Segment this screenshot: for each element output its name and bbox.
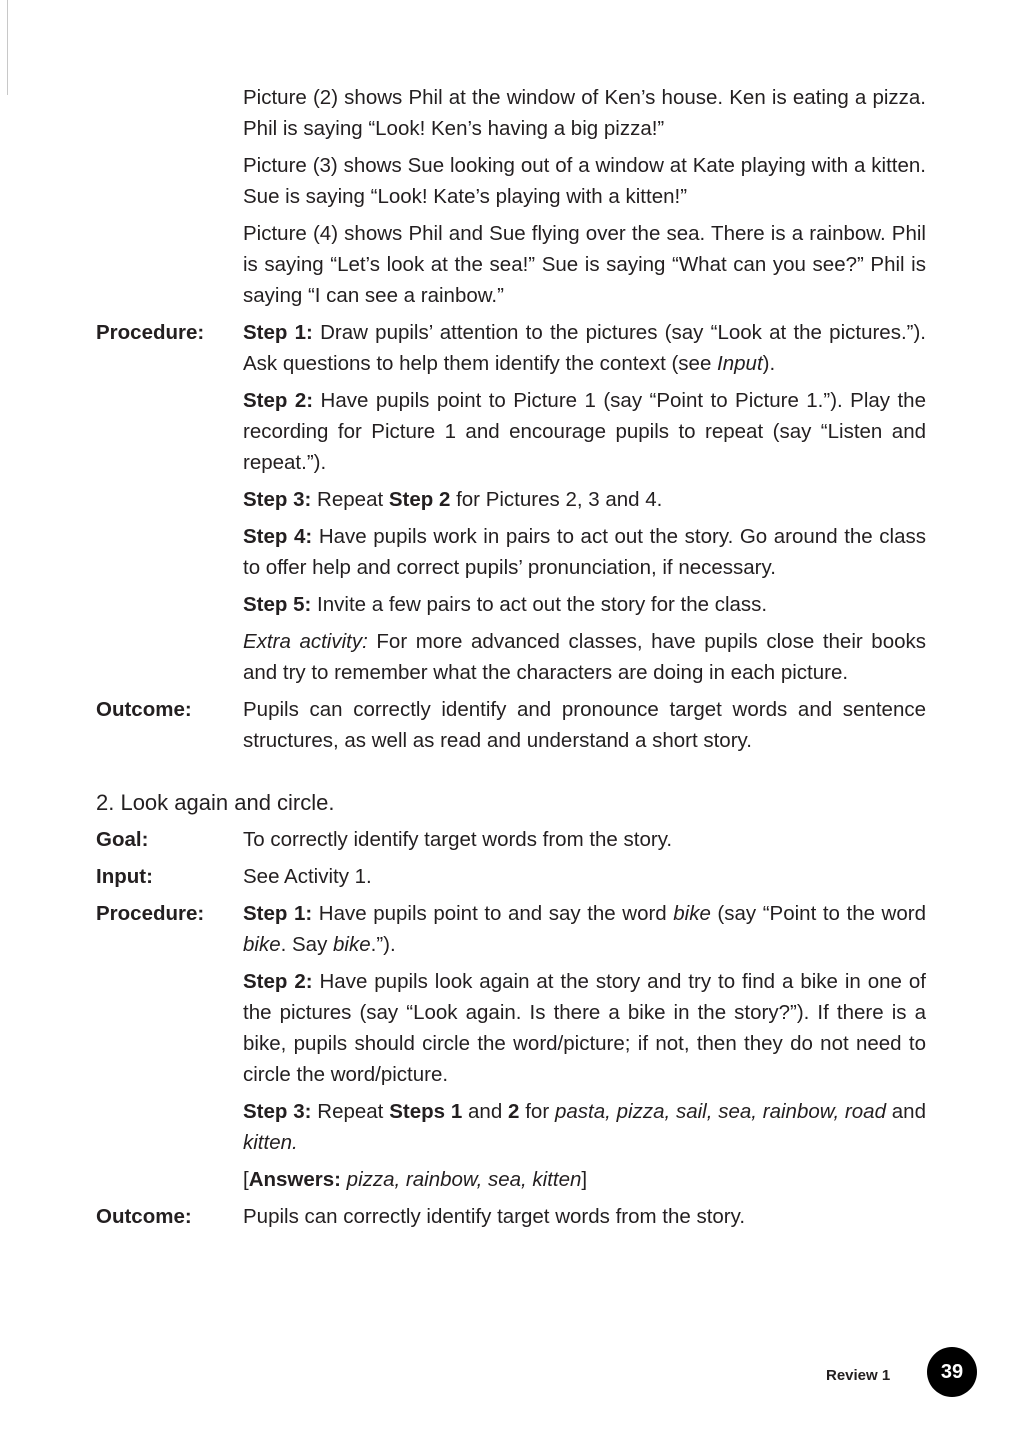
target-word: bike (673, 902, 711, 925)
step-text: Repeat (311, 488, 389, 511)
input-label: Input: (96, 865, 153, 888)
step-text: Draw pupils’ attention to the pictures (say “Look at the pictures.”). Ask questions to help them identify the context (see (243, 321, 926, 375)
target-word: kitten. (243, 1131, 298, 1154)
input-text: See Activity 1. (243, 865, 372, 888)
step-4-paragraph (243, 521, 926, 583)
input-row (96, 861, 926, 898)
procedure-body (243, 317, 926, 694)
input-reference: Input (717, 352, 763, 375)
step-3-paragraph (243, 484, 926, 515)
answers-words: pizza, rainbow, sea, kitten (340, 1168, 582, 1191)
step-text: Have pupils look again at the story and try to find a bike in one of the pictures (say “Look again. Is there a bike in the story?”). If there is a bike, pupils should circle the word/picture; if not, then they do not need to circle the word/picture. (243, 970, 926, 1086)
answers-paragraph (243, 1164, 926, 1195)
activity2-outcome-row (96, 1201, 926, 1238)
step-reference: 2 (508, 1100, 520, 1123)
step-text: Invite a few pairs to act out the story for the class. (311, 593, 768, 616)
picture-2-description: Picture (2) shows Phil at the window of Ken’s house. Ken is eating a pizza. Phil is saying “Look! Ken’s having a big pizza!” (243, 86, 926, 140)
step-text: Repeat (311, 1100, 390, 1123)
step-text: (say “Point to the word (710, 902, 926, 925)
step-text: and (462, 1100, 509, 1123)
footer-section-label: Review 1 (826, 1367, 891, 1384)
target-words: pasta, pizza, sail, sea, rainbow, road (554, 1100, 886, 1123)
outcome-text: Pupils can correctly identify target words from the story. (243, 1205, 746, 1228)
answers-label: Answers: (248, 1168, 341, 1191)
step-label: Step 2: (243, 389, 314, 412)
step-3-paragraph (243, 1096, 926, 1158)
target-word: bike (243, 933, 281, 956)
step-label: Step 5: (243, 593, 312, 616)
step-2-paragraph (243, 385, 926, 478)
step-label: Step 2: (243, 970, 313, 993)
step-text: Have pupils point to and say the word (312, 902, 674, 925)
outcome-text: Pupils can correctly identify and pronounce target words and sentence structures, as well as read and understand a short story. (243, 698, 926, 752)
extra-activity-text: For more advanced classes, have pupils close their books and try to remember what the characters are doing in each picture. (243, 630, 926, 684)
bracket: [ (243, 1168, 249, 1191)
step-reference: Steps 1 (389, 1100, 463, 1123)
activity2-procedure-row (96, 898, 926, 1201)
step-label: Step 3: (243, 1100, 312, 1123)
step-text: . Say (280, 933, 334, 956)
extra-activity-paragraph (243, 626, 926, 688)
procedure-label: Procedure: (96, 902, 205, 925)
page-edge-line (7, 0, 8, 95)
step-text: .”). (370, 933, 396, 956)
step-1-paragraph (243, 317, 926, 379)
step-text: for (519, 1100, 555, 1123)
extra-activity-label: Extra activity: (243, 630, 368, 653)
step-1-paragraph (243, 898, 926, 960)
step-label: Step 1: (243, 902, 313, 925)
step-text: ). (762, 352, 776, 375)
step-label: Step 3: (243, 488, 312, 511)
step-text: for Pictures 2, 3 and 4. (450, 488, 663, 511)
page-content (96, 82, 926, 1238)
picture-4-description: Picture (4) shows Phil and Sue flying over the sea. There is a rainbow. Phil is saying “Let’s look at the sea!” Sue is saying “What can you see?” Phil is saying “I can see a rainbow.” (243, 222, 926, 307)
step-text: and (885, 1100, 926, 1123)
target-word: bike (333, 933, 371, 956)
activity1-procedure-row (96, 317, 926, 694)
page-number-badge: 39 (927, 1347, 977, 1397)
goal-row (96, 824, 926, 861)
procedure-label: Procedure: (96, 321, 205, 344)
goal-text: To correctly identify target words from the story. (243, 828, 673, 851)
outcome-label: Outcome: (96, 1205, 192, 1228)
step-5-paragraph (243, 589, 926, 620)
procedure-body (243, 898, 926, 1201)
outcome-label: Outcome: (96, 698, 192, 721)
activity1-outcome-row (96, 694, 926, 762)
step-text: Have pupils work in pairs to act out the story. Go around the class to offer help and correct pupils’ pronunciation, if necessary. (243, 525, 926, 579)
step-label: Step 4: (243, 525, 313, 548)
picture-3-description: Picture (3) shows Sue looking out of a window at Kate playing with a kitten. Sue is saying “Look! Kate’s playing with a kitten!” (243, 154, 926, 208)
step-reference: Step 2 (388, 488, 451, 511)
goal-label: Goal: (96, 828, 149, 851)
step-label: Step 1: (243, 321, 313, 344)
bracket: ] (581, 1168, 588, 1191)
step-2-paragraph (243, 966, 926, 1090)
step-text: Have pupils point to Picture 1 (say “Point to Picture 1.”). Play the recording for Picture 1 and encourage pupils to repeat (say “Listen and repeat.”). (243, 389, 926, 474)
activity2-heading: 2. Look again and circle. (96, 790, 335, 815)
